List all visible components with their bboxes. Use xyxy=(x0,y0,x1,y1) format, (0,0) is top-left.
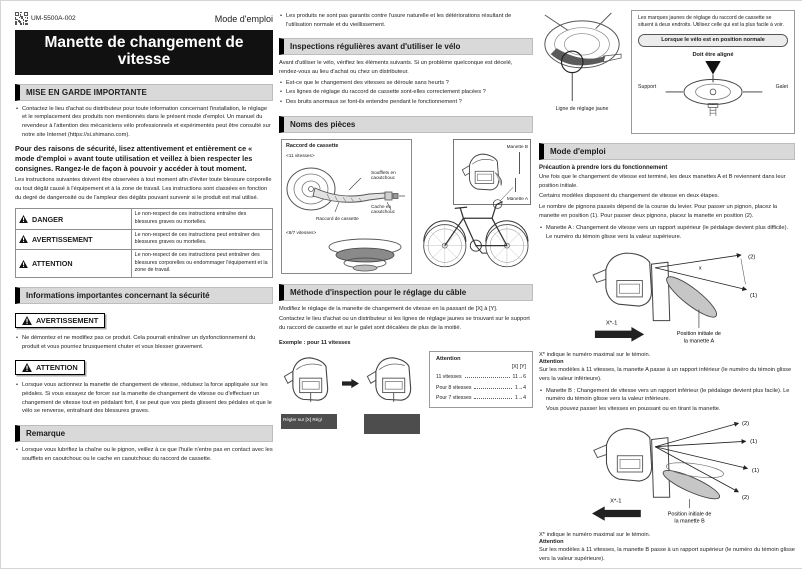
danger-label: DANGER xyxy=(19,215,128,224)
usage-paragraph-3: Le nombre de pignons passés dépend de la course du levier. Pour passer un pignon, placez la manette en position (1). Pour passer deux pignons, placez la manette en position (2). xyxy=(539,203,778,219)
svg-text:(1): (1) xyxy=(751,467,760,474)
svg-text:Position initiale de: Position initiale de xyxy=(667,510,712,517)
attention-table-title: Attention xyxy=(435,355,461,362)
section-usage: Mode d'emploi xyxy=(539,143,795,160)
label-rubber-bellows: Soufflets en caoutchouc xyxy=(371,169,396,181)
leader-line xyxy=(519,152,520,174)
section-inspections: Inspections régulières avant d'utiliser le vélo xyxy=(279,38,533,55)
attention-paragraph-a: Sur les modèles à 11 vitesses, la manette A passe à un rapport inférieur (le numéro du témoin glisse vers la valeur inférieure). xyxy=(539,367,792,382)
caution-desc: Le non-respect de ces instructions peut entraîner des blessures corporelles ou endommager l'équipement et la zone de travail. xyxy=(134,252,268,274)
label-rubber-cover: Cache en caoutchouc xyxy=(371,203,395,215)
svg-text:Position initiale de: Position initiale de xyxy=(676,330,721,337)
bicycle-drawing xyxy=(415,181,533,273)
pulley-align-drawing xyxy=(638,60,788,118)
svg-text:(2): (2) xyxy=(748,254,756,261)
normal-position-banner: Lorsque le vélo est en position normale xyxy=(638,34,788,47)
svg-text:(2): (2) xyxy=(741,494,750,501)
warning-label: AVERTISSEMENT xyxy=(19,235,128,244)
shifter-after xyxy=(362,351,422,434)
cassette-joint-box-title: Raccord de cassette xyxy=(286,142,339,149)
inspections-intro: Avant d'utiliser le vélo, vérifiez les éléments suivants. Si un problème quelconque est décelé, rendez-vous au lieu d'achat ou chez un distributeur. xyxy=(279,60,513,75)
label-11-speed: <11 vitesses> xyxy=(286,152,315,158)
label-yellow-adjust-line: Ligne de réglage jaune xyxy=(555,106,609,112)
warning-triangle-icon xyxy=(19,235,28,243)
shift-lever-drawing xyxy=(362,351,422,407)
attention-table-header: [X] [Y] xyxy=(511,363,526,370)
set-x-label: Régler sur [X] Régl xyxy=(281,414,337,429)
column-middle xyxy=(279,1,533,434)
x-note-b: X* indique le numéro maximal sur le témoin. xyxy=(539,531,651,538)
bike-figure xyxy=(415,137,533,275)
danger-desc: Le non-respect de ces instructions entraîne des blessures graves ou mortelles. xyxy=(134,211,247,226)
attention-table xyxy=(429,351,533,409)
qr-code-icon xyxy=(15,12,28,25)
cable-paragraph-2: Contactez le lieu d'achat ou un distributeur si les lignes de réglage jaunes se trouvant sur le support du raccord de cassette et sur le galet sont décalées de plus de la moitié. xyxy=(279,316,530,331)
hub-drawing-wrap xyxy=(539,10,625,134)
column-left xyxy=(15,1,273,463)
table-row xyxy=(16,229,273,249)
svg-text:(2): (2) xyxy=(741,420,750,427)
section-cable-inspection: Méthode d'inspection pour le réglage du câble xyxy=(279,284,533,301)
warning-paragraph: • Ne démontez et ne modifiez pas ce produit. Cela pourrait entraîner un dysfonctionnement du produit et vous pourriez brusquement chuter et vous blesser gravement. xyxy=(15,334,273,351)
svg-text:(1): (1) xyxy=(750,438,758,445)
hazard-table xyxy=(15,208,273,278)
attention-paragraph-b: Sur les modèles à 11 vitesses, la manette B passe à un rapport supérieur (le numéro du témoin glisse vers la valeur supérieure). xyxy=(539,547,795,562)
pulley-drawing xyxy=(638,60,788,118)
instructions-classification-paragraph: Les instructions suivantes doivent être observées à tout moment afin d'éviter toute blessure corporelle ou tout dégât causé à l'équipement et à la zone de travail. Les instructions sont classées en fonction du degré de dangerosité ou de l'ampleur des dégâts pouvant survenir si le produit est mal utilisé. xyxy=(15,177,272,201)
label-pulley: Galet xyxy=(775,83,788,90)
set-y-label-box xyxy=(364,414,420,434)
label-87-speed: <8/7 vitesses> xyxy=(286,229,317,235)
contact-paragraph: • Contactez le lieu d'achat ou distributeur pour toute information concernant l'installation, le réglage et le remplacement des produits non mentionnés dans le présent mode d'emploi. Un manuel du revendeur à l'attention des mécaniciens vélo professionnels et expérimentés peut être consulté sur notre site Internet (https://si.shimano.com). xyxy=(15,105,273,140)
table-row: 11 vitesses 11→6 xyxy=(435,374,526,381)
list-item: • Des bruits anormaux se font-ils entendre pendant le fonctionnement ? xyxy=(279,98,533,107)
doc-type-label: Mode d'emploi xyxy=(214,13,273,24)
cable-adjust-figure xyxy=(279,351,533,434)
doc-number xyxy=(15,12,76,25)
warning-triangle-icon xyxy=(22,316,32,325)
section-important-safeguards: MISE EN GARDE IMPORTANTE xyxy=(15,84,273,101)
lever-b-extra: Vous pouvez passer les vitesses en poussant ou en tirant la manette. xyxy=(546,405,721,412)
remark-paragraph: • Lorsque vous lubrifiez la chaîne ou le pignon, veillez à ce que l'huile n'entre pas en contact avec les soufflets en caoutchouc ou le cache en caoutchouc du raccord de cassette. xyxy=(15,446,273,463)
page-title-line1: Manette de changement de xyxy=(44,34,244,51)
shifter-before xyxy=(279,351,339,429)
warning-triangle-icon xyxy=(22,363,32,372)
usage-subheading: Précaution à prendre lors du fonctionnement xyxy=(539,165,668,171)
table-row: Pour 7 vitesses 1→4 xyxy=(435,395,526,402)
lever-a-bullet: • Manette A : Changement de vitesse vers un rapport supérieur (le pédalage devient plus difficile). Le numéro du témoin glisse vers la valeur supérieure. xyxy=(539,224,795,241)
shift-lever-drawing xyxy=(279,351,339,407)
table-row xyxy=(16,209,273,229)
svg-text:(1): (1) xyxy=(750,292,758,299)
cassette-joint-box xyxy=(281,139,412,274)
doc-header xyxy=(15,12,273,25)
list-item: • Les lignes de réglage du raccord de cassette sont-elles correctement placées ? xyxy=(279,88,533,97)
attention-heading: Attention xyxy=(539,539,564,546)
lever-a-diagram xyxy=(548,244,786,348)
label-cassette-joint: Raccord de cassette xyxy=(316,215,359,221)
caution-label: ATTENTION xyxy=(19,259,128,268)
label-lever-a: Manette A xyxy=(506,195,528,201)
cassette-87-drawing xyxy=(324,238,406,272)
table-row xyxy=(16,250,273,278)
section-remark: Remarque xyxy=(15,425,273,442)
cable-paragraph-1: Modifiez le réglage de la manette de changement de vitesse en la passant de [X] à [Y]. xyxy=(279,305,498,312)
svg-text:X*-1: X*-1 xyxy=(610,498,622,505)
arrow-right-icon xyxy=(342,377,359,390)
lever-b-bullet: • Manette B : Changement de vitesse vers un rapport inférieur (le pédalage devient plus facile). Le numéro du témoin glisse vers la valeur inférieure. xyxy=(539,387,795,404)
svg-text:X*-1: X*-1 xyxy=(605,319,618,326)
parts-diagram xyxy=(279,137,533,275)
usage-paragraph-1: Une fois que le changement de vitesse est terminé, les deux manettes A et B reviennent dans leur position initiale. xyxy=(539,174,786,189)
yellow-mark-figure xyxy=(539,10,795,134)
must-align-label: Doit être aligné xyxy=(692,51,734,58)
svg-text:la manette A: la manette A xyxy=(683,338,715,345)
warning-badge: AVERTISSEMENT xyxy=(15,313,105,328)
section-part-names: Noms des pièces xyxy=(279,116,533,133)
doc-number-text: UM-5500A-002 xyxy=(31,15,76,22)
alignment-info-box xyxy=(631,10,795,134)
lever-b-diagram xyxy=(548,416,786,528)
column-right xyxy=(539,1,795,564)
label-bracket: Support xyxy=(638,83,657,90)
warranty-paragraph: • Les produits ne sont pas garantis contre l'usure naturelle et les détériorations résultant de l'utilisation normale et du vieillissement. xyxy=(279,12,533,29)
svg-text:x: x xyxy=(698,265,702,272)
page-title-line2: vitesse xyxy=(117,51,171,69)
alignment-note: Les marques jaunes de réglage du raccord de cassette se situent à deux endroits. Utilisez celle qui est la plus facile à voir. xyxy=(638,15,784,29)
warning-triangle-icon xyxy=(19,260,28,268)
hub-cassette-drawing xyxy=(539,10,625,104)
svg-text:la manette B: la manette B xyxy=(674,518,705,525)
caution-badge: ATTENTION xyxy=(15,360,85,375)
warning-desc: Le non-respect de ces instructions peut entraîner des blessures graves ou mortelles. xyxy=(134,231,260,246)
page-title xyxy=(15,30,273,75)
caution-paragraph: • Lorsque vous actionnez la manette de changement de vitesse, réduisez la force appliquée sur les pédales. Si vous essayez de forcer sur la manette de changement de vitesse ou d'effectuer un changement de vitesse tout en pédalant fort, il se peut que vos pieds glissent des pédales et que le vélo se renverse, entraînant des blessures graves. xyxy=(15,381,273,416)
warning-triangle-icon xyxy=(19,215,28,223)
table-row: Pour 8 vitesses 1→4 xyxy=(435,384,526,391)
attention-heading: Attention xyxy=(539,359,564,366)
list-item: • Est-ce que le changement des vitesses se déroule sans heurts ? xyxy=(279,79,533,88)
label-lever-b: Manette B xyxy=(506,143,528,149)
x-note-a: X* indique le numéro maximal sur le témoin. xyxy=(539,351,651,358)
read-carefully-paragraph: Pour des raisons de sécurité, lisez attentivement et entièrement ce « mode d'emploi » avant toute utilisation et veillez à bien respecter les consignes. Rangez-le de façon à pouvoir y accéder à tout moment. xyxy=(15,144,253,173)
section-safety-info: Informations importantes concernant la sécurité xyxy=(15,287,273,304)
usage-paragraph-2: Certains modèles disposent du changement de vitesse en deux étapes. xyxy=(539,193,720,200)
example-label: Exemple : pour 11 vitesses xyxy=(279,339,351,346)
